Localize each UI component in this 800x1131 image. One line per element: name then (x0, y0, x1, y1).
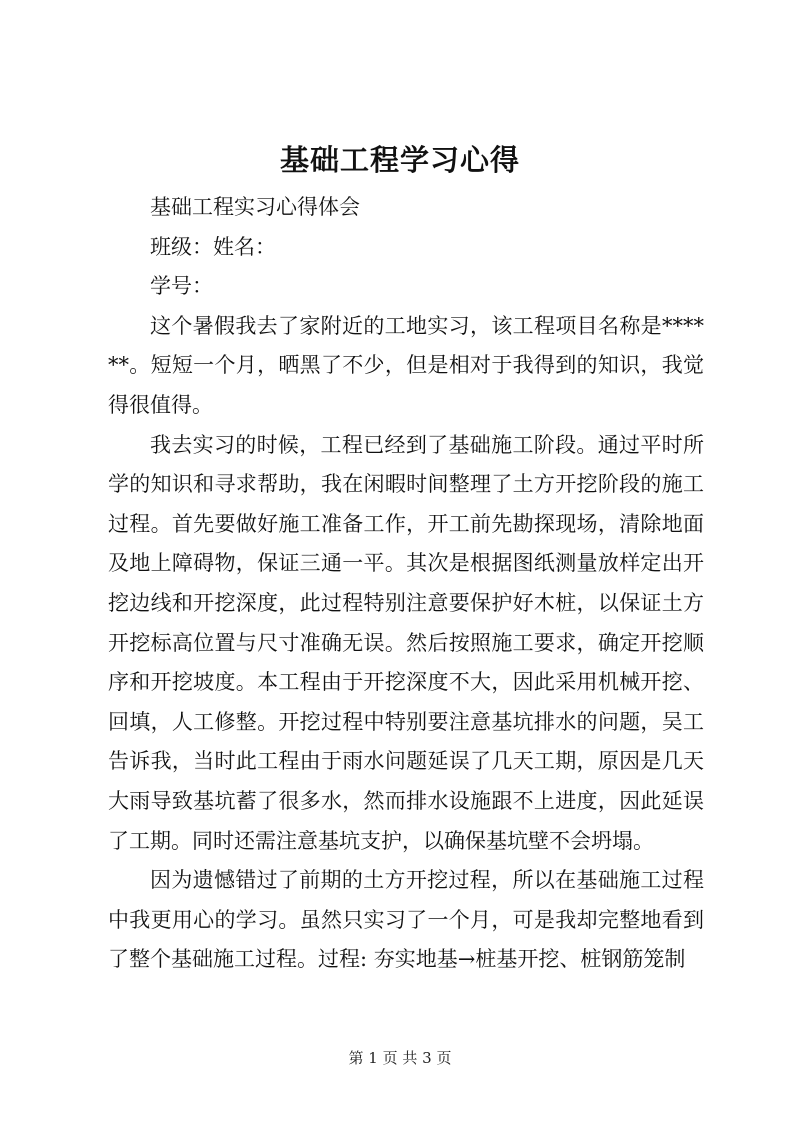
body-paragraph-2: 我去实习的时候，工程已经到了基础施工阶段。通过平时所学的知识和寻求帮助，我在闲暇时间整理了土方开挖阶段的施工过程。首先要做好施工准备工作，开工前先勘探现场，清除地面及地上障碍物，保证三通一平。其次是根据图纸测量放样定出开挖边线和开挖深度，此过程特别注意要保护好木桩，以保证土方开挖标高位置与尺寸准确无误。然后按照施工要求，确定开挖顺序和开挖坡度。本工程由于开挖深度不大，因此采用机械开挖、回填，人工修整。开挖过程中特别要注意基坑排水的问题，吴工告诉我，当时此工程由于雨水问题延误了几天工期，原因是几天大雨导致基坑蓄了很多水，然而排水设施跟不上进度，因此延误了工期。同时还需注意基坑支护，以确保基坑壁不会坍塌。 (108, 432, 704, 853)
page-footer: 第 1 页 共 3 页 (348, 1049, 452, 1067)
body-paragraph-3: 因为遗憾错过了前期的土方开挖过程，所以在基础施工过程中我更用心的学习。虽然只实习了一个月，可是我却完整地看到了整个基础施工过程。过程: 夯实地基→桩基开挖、桩钢筋笼制 (108, 868, 704, 972)
document-title: 基础工程学习心得 (279, 143, 520, 177)
student-id-line: 学号： (150, 274, 213, 299)
class-name-line: 班级：姓名： (150, 234, 276, 259)
body-paragraph-1: 这个暑假我去了家附近的工地实习，该工程项目名称是******。短短一个月，晒黑了不少，但是相对于我得到的知识，我觉得很值得。 (108, 313, 704, 417)
document-body (108, 188, 704, 980)
subtitle-paragraph: 基础工程实习心得体会 (150, 195, 360, 219)
